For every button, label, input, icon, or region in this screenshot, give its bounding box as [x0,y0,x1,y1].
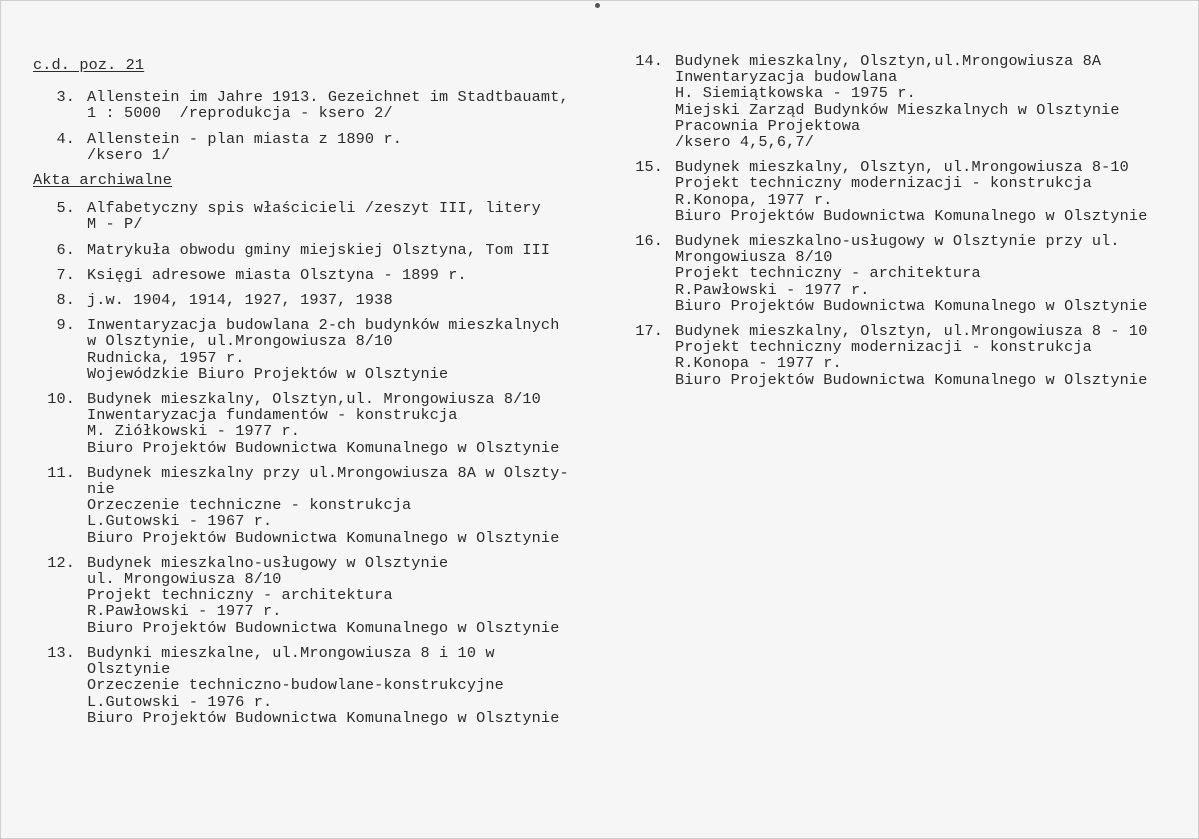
entry-number: 13. [47,643,75,662]
entry-line: Biuro Projektów Budownictwa Komunalnego w Olsztynie [87,708,560,727]
entry-line: j.w. 1904, 1914, 1927, 1937, 1938 [87,291,393,310]
entry-line: Biuro Projektów Budownictwa Komunalnego w Olsztynie [87,528,560,547]
entry-text [87,267,467,283]
entry-text [87,242,550,258]
entry-text [675,323,1147,388]
entry-line: w Olsztynie, ul.Mrongowiusza 8/10 [87,332,393,351]
entry-line: Projekt techniczny - architektura [87,586,393,605]
entry-line: Pracownia Projektowa [675,116,861,135]
entry-line: Alfabetyczny spis właścicieli /zeszyt III, litery [87,199,541,218]
entry-number: 15. [635,158,663,177]
bibliography-entry [33,465,608,546]
entry-number: 11. [47,463,75,482]
entry-line: Wojewódzkie Biuro Projektów w Olsztynie [87,364,449,383]
left-column [33,57,608,735]
entry-line: Budynek mieszkalny, Olsztyn, ul.Mrongowiusza 8-10 [675,158,1129,177]
entry-line: /ksero 1/ [87,145,171,164]
entry-line: H. Siemiątkowska - 1975 r. [675,84,916,103]
bibliography-entry [33,267,608,283]
entry-line: Budynek mieszkalny, Olsztyn,ul.Mrongowiusza 8A [675,52,1102,70]
entry-line: /ksero 4,5,6,7/ [675,133,814,152]
entry-line: Miejski Zarząd Budynków Mieszkalnych w Olsztynie [675,100,1120,119]
entry-line: R.Konopa, 1977 r. [675,190,833,209]
entry-line: 1 : 5000 /reprodukcja - ksero 2/ [87,104,393,123]
entry-line: Orzeczenie techniczno-budowlane-konstrukcyjne [87,676,504,695]
entries-group-a [33,89,608,163]
entry-line: R.Pawłowski - 1977 r. [675,280,870,299]
bibliography-entry [33,242,608,258]
archive-records-heading: Akta archiwalne [33,171,172,190]
entry-line: Budynek mieszkalny, Olsztyn,ul. Mrongowiusza 8/10 [87,390,541,409]
entry-text [87,465,569,546]
bibliography-entry [33,555,608,636]
entry-line: R.Pawłowski - 1977 r. [87,602,282,621]
entry-number: 4. [56,129,75,148]
entry-line: L.Gutowski - 1976 r. [87,692,273,711]
entry-line: M - P/ [87,215,143,234]
entry-text [87,292,393,308]
entry-text [675,53,1120,150]
entry-text [87,555,559,636]
entry-number: 17. [635,322,663,341]
entry-line: Budynek mieszkalny, Olsztyn, ul.Mrongowiusza 8 - 10 [675,322,1148,341]
bibliography-entry [33,89,608,121]
bibliography-entry [33,292,608,308]
entry-line: Olsztynie [87,660,171,679]
entry-line: Budynki mieszkalne, ul.Mrongowiusza 8 i 10 w [87,643,495,662]
entry-number: 3. [56,88,75,107]
right-column [621,53,1181,397]
entry-line: Biuro Projektów Budownictwa Komunalnego w Olsztynie [87,618,560,637]
entry-line: Budynek mieszkalno-usługowy w Olsztynie przy ul. [675,232,1120,251]
bibliography-entry [33,645,608,726]
punch-dot [595,3,600,8]
entry-number: 16. [635,232,663,251]
bibliography-entry [33,317,608,382]
entry-line: Budynek mieszkalno-usługowy w Olsztynie [87,553,449,572]
entry-line: Biuro Projektów Budownictwa Komunalnego w Olsztynie [675,206,1148,225]
bibliography-entry [621,323,1181,388]
entry-text [675,159,1147,224]
entry-number: 9. [56,316,75,335]
entry-line: Projekt techniczny modernizacji - konstrukcja [675,174,1092,193]
entry-number: 12. [47,553,75,572]
bibliography-entry [621,233,1181,314]
entry-line: Matrykuła obwodu gminy miejskiej Olsztyna, Tom III [87,240,551,259]
entry-line: R.Konopa - 1977 r. [675,354,842,373]
entry-number: 10. [47,390,75,409]
entry-line: Biuro Projektów Budownictwa Komunalnego w Olsztynie [87,438,560,457]
bibliography-entry [621,53,1181,150]
entry-text [87,89,569,121]
entry-number: 7. [56,265,75,284]
entry-number: 8. [56,291,75,310]
continuation-heading: c.d. poz. 21 [33,56,145,74]
entry-line: Inwentaryzacja budowlana 2-ch budynków mieszkalnych [87,316,560,335]
entry-line: Inwentaryzacja fundamentów - konstrukcja [87,406,458,425]
entry-line: Mrongowiusza 8/10 [675,248,833,267]
entry-line: M. Ziółkowski - 1977 r. [87,422,301,441]
entry-number: 14. [635,52,663,70]
entry-text [675,233,1147,314]
entry-text [87,131,402,163]
bibliography-entry [33,131,608,163]
entry-line: Projekt techniczny - architektura [675,264,981,283]
entry-line: L.Gutowski - 1967 r. [87,512,273,531]
entry-text [87,200,541,232]
entry-line: Allenstein im Jahre 1913. Gezeichnet im Stadtbauamt, [87,88,569,107]
bibliography-entry [33,200,608,232]
entries-group-c [621,53,1181,388]
entry-line: Projekt techniczny modernizacji - konstrukcja [675,338,1092,357]
entry-number: 5. [56,199,75,218]
bibliography-entry [33,391,608,456]
entry-line: Allenstein - plan miasta z 1890 r. [87,129,402,148]
entry-line: Inwentaryzacja budowlana [675,68,898,87]
entry-line: Księgi adresowe miasta Olsztyna - 1899 r. [87,265,467,284]
entry-line: Rudnicka, 1957 r. [87,348,245,367]
entries-group-b [33,200,608,726]
entry-text [87,645,559,726]
bibliography-entry [621,159,1181,224]
entry-line: Budynek mieszkalny przy ul.Mrongowiusza 8A w Olszty- [87,463,569,482]
entry-line: ul. Mrongowiusza 8/10 [87,570,282,589]
entry-line: Orzeczenie techniczne - konstrukcja [87,496,412,515]
entry-line: nie [87,480,115,499]
entry-line: Biuro Projektów Budownictwa Komunalnego w Olsztynie [675,296,1148,315]
entry-line: Biuro Projektów Budownictwa Komunalnego w Olsztynie [675,370,1148,389]
entry-text [87,391,559,456]
entry-text [87,317,559,382]
entry-number: 6. [56,240,75,259]
